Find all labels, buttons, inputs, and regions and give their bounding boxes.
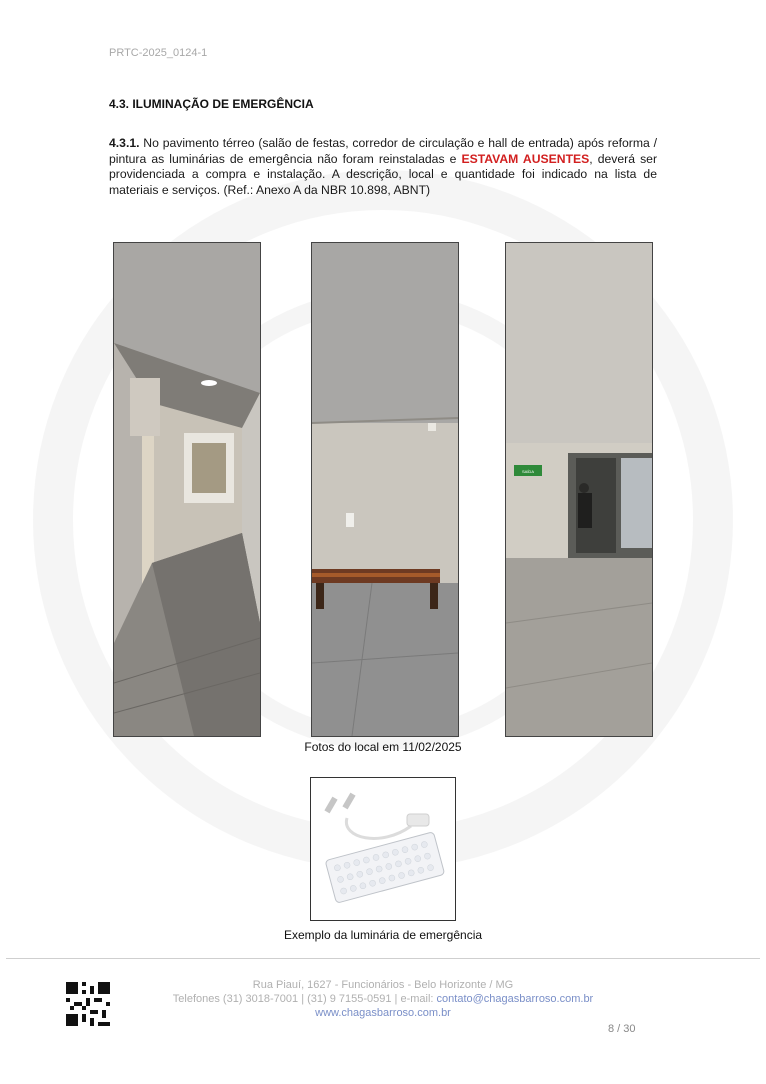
page-number: 8 / 30: [608, 1023, 636, 1035]
footer-contact: [0, 993, 766, 1005]
footer-website-link[interactable]: www.chagasbarroso.com.br: [315, 1007, 451, 1019]
paragraph-text-b: , deverá ser providenciada a compra e instalação. A descrição, local e quantidade foi indicado na lista de materiais e serviços. (Ref.: Anexo A da NBR 10.898, ABNT): [109, 151, 657, 197]
paragraph-text-a: No pavimento térreo (salão de festas, corredor de circulação e hall de entrada) após reforma / pintura as luminárias de emergência não foram reinstaladas e: [109, 136, 657, 166]
footer-divider: [6, 958, 760, 959]
section-title: 4.3. ILUMINAÇÃO DE EMERGÊNCIA: [109, 97, 314, 111]
paragraph-number: 4.3.1.: [109, 136, 140, 150]
photo-party-room: [311, 242, 459, 737]
photo-corridor: [113, 242, 261, 737]
footer-address: Rua Piauí, 1627 - Funcionários - Belo Horizonte / MG: [252, 979, 514, 991]
example-caption: Exemplo da luminária de emergência: [283, 928, 483, 942]
example-lamp-image: [310, 777, 456, 921]
document-id: PRTC-2025_0124-1: [109, 47, 208, 59]
alert-highlight: ESTAVAM AUSENTES: [461, 151, 590, 166]
footer-phones: Telefones (31) 3018-7001 | (31) 9 7155-0591 | e-mail:: [172, 993, 437, 1005]
footer-email-link[interactable]: contato@chagasbarroso.com.br: [436, 993, 594, 1005]
photo-entrance-hall: [505, 242, 653, 737]
photos-caption: Fotos do local em 11/02/2025: [304, 740, 462, 754]
finding-paragraph: [109, 136, 657, 198]
exit-sign-text: SAÍDA: [521, 469, 535, 474]
